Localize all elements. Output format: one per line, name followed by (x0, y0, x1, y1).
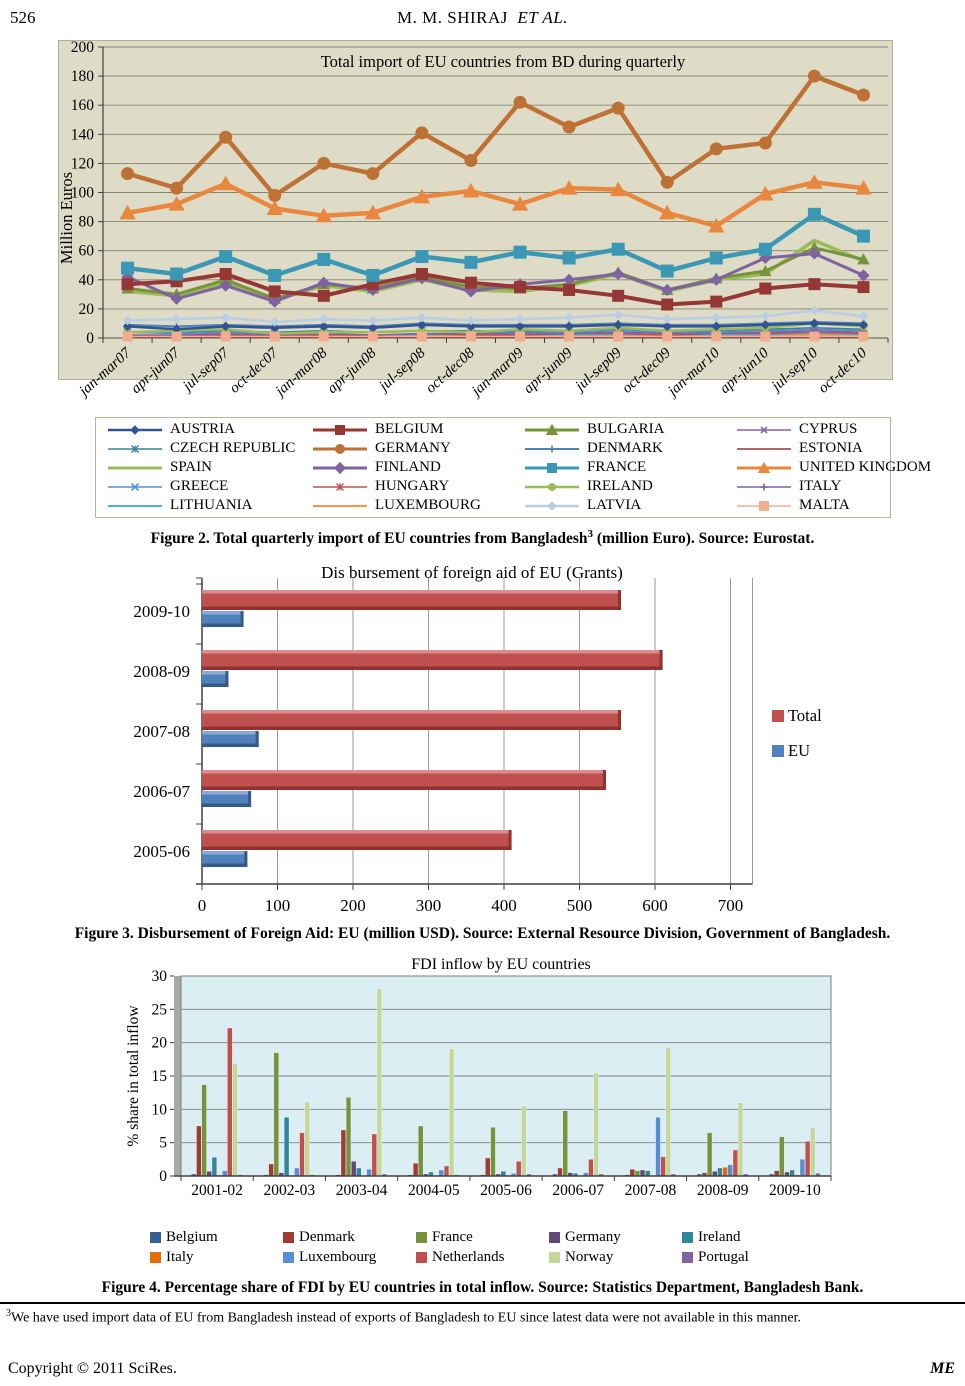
legend-swatch-icon (549, 1232, 560, 1243)
legend-label: Luxembourg (299, 1249, 377, 1265)
legend-label: Denmark (299, 1229, 355, 1245)
legend-item-france (523, 458, 735, 477)
legend-item-norway (549, 1249, 682, 1266)
legend-label: LUXEMBOURG (375, 497, 481, 513)
legend-label: GERMANY (375, 440, 451, 456)
legend-item-united-kingdom (735, 458, 931, 477)
svg-text:FDI inflow by EU countries: FDI inflow by EU countries (411, 956, 591, 973)
running-head: M. M. SHIRAJ ET AL. (397, 8, 568, 27)
legend-label: Germany (565, 1229, 621, 1245)
legend-marker-icon (735, 499, 793, 513)
svg-text:600: 600 (642, 896, 668, 915)
svg-text:30: 30 (151, 968, 167, 985)
legend-label: Netherlands (432, 1249, 505, 1265)
page-number: 526 (10, 8, 36, 27)
figure2-line-chart (58, 40, 893, 415)
svg-text:60: 60 (78, 242, 94, 260)
svg-text:2006-07: 2006-07 (552, 1182, 605, 1199)
legend-marker-icon (311, 461, 369, 475)
legend-marker-icon (523, 499, 581, 513)
legend-label: France (432, 1229, 473, 1245)
legend-item-ireland (682, 1229, 815, 1246)
svg-text:jul-sep09: jul-sep09 (572, 345, 625, 395)
svg-text:jul-sep07: jul-sep07 (180, 345, 233, 395)
legend-marker-icon (523, 480, 581, 494)
figure4-caption: Figure 4. Percentage share of FDI by EU countries in total inflow. Source: Statistics Department, Bangladesh Bank. (101, 1279, 864, 1296)
svg-text:100: 100 (70, 184, 94, 202)
svg-text:Total: Total (788, 706, 822, 725)
legend-item-belgium (150, 1229, 283, 1246)
legend-item-denmark (283, 1229, 416, 1246)
legend-item-denmark (523, 439, 735, 458)
svg-text:500: 500 (566, 896, 593, 915)
legend-swatch-icon (682, 1232, 693, 1243)
legend-label: DENMARK (587, 440, 663, 456)
svg-text:jul-sep10: jul-sep10 (768, 345, 822, 395)
svg-text:5: 5 (159, 1134, 167, 1152)
svg-text:oct-dec09: oct-dec09 (619, 345, 674, 397)
svg-text:25: 25 (151, 1001, 167, 1019)
legend-marker-icon (523, 423, 581, 437)
legend-marker-icon (523, 461, 581, 475)
svg-text:80: 80 (78, 213, 94, 231)
legend-label: BELGIUM (375, 421, 444, 437)
legend-item-austria (106, 420, 311, 439)
legend-marker-icon (311, 499, 369, 513)
legend-label: LITHUANIA (170, 497, 253, 513)
legend-item-finland (311, 458, 523, 477)
svg-text:Total import of EU countries f: Total import of EU countries from BD during quarterly (320, 52, 686, 71)
legend-label: FINLAND (375, 459, 441, 475)
figure3-caption: Figure 3. Disbursement of Foreign Aid: EU (million USD). Source: External Resource Division, Government of Bangladesh. (74, 925, 891, 942)
legend-label: UNITED KINGDOM (799, 459, 932, 475)
svg-text:oct-dec10: oct-dec10 (815, 345, 871, 397)
legend-swatch-icon (416, 1252, 427, 1263)
svg-text:2008-09: 2008-09 (696, 1182, 749, 1199)
legend-label: HUNGARY (375, 478, 450, 494)
legend-item-germany (549, 1229, 682, 1246)
svg-text:0: 0 (159, 1168, 167, 1185)
svg-text:jan-mar10: jan-mar10 (665, 345, 723, 400)
svg-text:200: 200 (340, 896, 366, 915)
svg-text:2001-02: 2001-02 (191, 1182, 243, 1199)
legend-label: IRELAND (587, 478, 653, 494)
svg-text:2006-07: 2006-07 (133, 782, 190, 801)
legend-item-cyprus (735, 420, 931, 439)
legend-item-ireland (523, 477, 735, 496)
legend-label: FRANCE (587, 459, 647, 475)
legend-label: Norway (565, 1249, 614, 1265)
svg-text:200: 200 (70, 40, 94, 56)
legend-label: LATVIA (587, 497, 642, 513)
legend-marker-icon (106, 499, 164, 513)
figure2-caption: Figure 2. Total quarterly import of EU countries from Bangladesh$^3$ (million Euro). Source: Eurostat. (150, 528, 815, 548)
legend-marker-icon (106, 423, 164, 437)
legend-item-belgium (311, 420, 523, 439)
svg-text:apr-jun10: apr-jun10 (716, 345, 773, 397)
legend-label: Belgium (166, 1229, 218, 1245)
legend-label: CYPRUS (799, 421, 858, 437)
journal-abbrev: ME (930, 1360, 955, 1377)
svg-text:oct-dec08: oct-dec08 (422, 345, 478, 397)
legend-label: GREECE (170, 478, 229, 494)
legend-item-italy (735, 477, 931, 496)
legend-item-hungary (311, 477, 523, 496)
svg-text:jan-mar07: jan-mar07 (76, 345, 135, 400)
legend-swatch-icon (283, 1252, 294, 1263)
svg-text:0: 0 (86, 330, 94, 347)
svg-text:apr-jun09: apr-jun09 (520, 345, 576, 397)
svg-text:120: 120 (70, 155, 94, 173)
svg-text:jan-mar09: jan-mar09 (468, 345, 527, 400)
legend-item-portugal (682, 1249, 815, 1266)
legend-label: ESTONIA (799, 440, 863, 456)
legend-item-germany (311, 439, 523, 458)
legend-item-lithuania (106, 496, 311, 515)
legend-item-czech-republic (106, 439, 311, 458)
legend-marker-icon (311, 423, 369, 437)
legend-label: Ireland (698, 1229, 741, 1245)
svg-text:% share in total inflow: % share in total inflow (126, 1005, 142, 1147)
legend-marker-icon (311, 442, 369, 456)
svg-text:20: 20 (78, 300, 94, 318)
legend-marker-icon (735, 442, 793, 456)
legend-marker-icon (735, 480, 793, 494)
svg-text:2007-08: 2007-08 (133, 722, 190, 741)
legend-label: AUSTRIA (170, 421, 236, 437)
legend-marker-icon (735, 423, 793, 437)
svg-text:15: 15 (151, 1068, 167, 1085)
svg-text:180: 180 (70, 68, 94, 86)
figure4-legend (150, 1229, 848, 1266)
legend-label: ITALY (799, 478, 842, 494)
legend-marker-icon (106, 461, 164, 475)
legend-item-spain (106, 458, 311, 477)
legend-label: CZECH REPUBLIC (170, 440, 296, 456)
legend-swatch-icon (416, 1232, 427, 1243)
legend-swatch-icon (150, 1232, 161, 1243)
legend-swatch-icon (549, 1252, 560, 1263)
svg-text:20: 20 (151, 1034, 167, 1052)
figure3-chart-area (112, 560, 857, 927)
svg-text:100: 100 (264, 896, 291, 915)
svg-text:jul-sep08: jul-sep08 (376, 345, 429, 395)
svg-text:400: 400 (491, 896, 517, 915)
legend-marker-icon (523, 442, 581, 456)
svg-text:2003-04: 2003-04 (335, 1182, 388, 1199)
legend-marker-icon (106, 442, 164, 456)
svg-text:0: 0 (197, 896, 207, 915)
legend-label: SPAIN (170, 459, 212, 475)
svg-text:2008-09: 2008-09 (133, 662, 190, 681)
figure4-chart-area (126, 956, 848, 1266)
svg-text:2009-10: 2009-10 (769, 1182, 821, 1199)
legend-label: MALTA (799, 497, 850, 513)
svg-text:EU: EU (788, 741, 810, 760)
svg-text:700: 700 (717, 896, 744, 915)
legend-item-greece (106, 477, 311, 496)
legend-item-france (416, 1229, 549, 1246)
svg-text:40: 40 (78, 271, 94, 289)
figure2-chart-area (58, 40, 893, 420)
svg-text:2005-06: 2005-06 (133, 842, 190, 861)
svg-text:2004-05: 2004-05 (407, 1182, 460, 1199)
page-header (0, 8, 965, 28)
svg-text:apr-jun07: apr-jun07 (128, 345, 184, 397)
svg-text:jan-mar08: jan-mar08 (272, 345, 331, 400)
legend-swatch-icon (150, 1252, 161, 1263)
legend-label: Portugal (698, 1249, 749, 1265)
legend-label: BULGARIA (587, 421, 665, 437)
svg-text:300: 300 (415, 896, 442, 915)
legend-item-luxembourg (283, 1249, 416, 1266)
legend-item-latvia (523, 496, 735, 515)
legend-label: Italy (166, 1249, 194, 1265)
svg-text:160: 160 (70, 97, 94, 115)
svg-text:Million Euros: Million Euros (58, 171, 76, 265)
svg-text:140: 140 (70, 126, 94, 144)
legend-swatch-icon (283, 1232, 294, 1243)
legend-item-malta (735, 496, 931, 515)
legend-item-netherlands (416, 1249, 549, 1266)
figure2-legend (95, 417, 932, 518)
svg-text:2007-08: 2007-08 (624, 1182, 677, 1199)
svg-text:2009-10: 2009-10 (133, 602, 190, 621)
svg-text:10: 10 (151, 1101, 167, 1119)
legend-marker-icon (735, 461, 793, 475)
legend-swatch-icon (682, 1252, 693, 1263)
svg-text:2005-06: 2005-06 (480, 1182, 532, 1199)
legend-marker-icon (106, 480, 164, 494)
legend-item-bulgaria (523, 420, 735, 439)
legend-item-italy (150, 1249, 283, 1266)
footnote-rule (0, 1302, 965, 1304)
legend-marker-icon (311, 480, 369, 494)
figure4-bar-chart (126, 956, 848, 1218)
figure3-bar-chart (112, 560, 857, 922)
svg-text:Dis bursement of foreign aid o: Dis bursement of foreign aid of EU (Grants) (321, 563, 623, 582)
svg-text:apr-jun08: apr-jun08 (324, 345, 380, 397)
svg-text:oct-dec07: oct-dec07 (226, 345, 282, 397)
copyright: Copyright © 2011 SciRes. (8, 1360, 177, 1377)
legend-item-estonia (735, 439, 931, 458)
svg-text:2002-03: 2002-03 (263, 1182, 316, 1199)
legend-item-luxembourg (311, 496, 523, 515)
footnote: $^3$We have used import data of EU from Bangladesh instead of exports of Bangladesh to EU since latest data were not available in this manner. (6, 1308, 802, 1326)
